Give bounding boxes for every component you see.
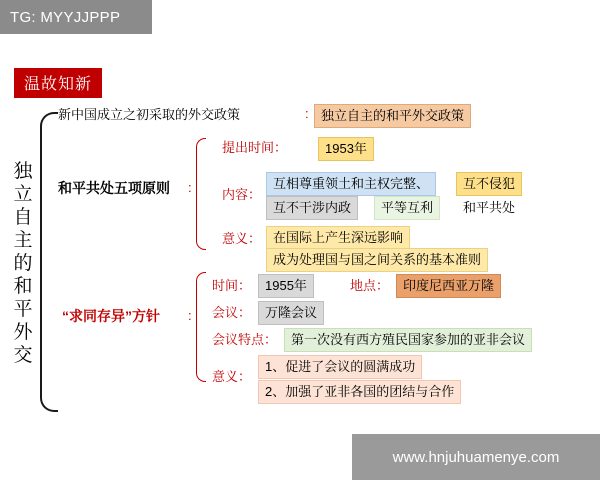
content-item: 和平共处 [456, 196, 522, 220]
page-title [8, 118, 38, 408]
policy-value: 独立自主的和平外交政策 [314, 104, 471, 128]
site-watermark: www.hnjuhuamenye.com [352, 434, 600, 480]
five-principles-colon: : [188, 180, 192, 195]
content-key: 内容： [222, 187, 262, 202]
bandung-significance-item: 1、促进了会议的圆满成功 [258, 355, 422, 379]
bandung-feature-key: 会议特点： [212, 332, 278, 347]
bandung-significance-key: 意义： [212, 369, 252, 384]
policy-colon: : [305, 106, 309, 121]
section-banner: 温故知新 [14, 68, 102, 98]
five-principles-brace [196, 138, 206, 250]
bandung-feature-value: 第一次没有西方殖民国家参加的亚非会议 [284, 328, 532, 352]
title-char: 主 [13, 229, 33, 251]
proposal-time-value: 1953年 [318, 137, 374, 161]
content-item: 互不侵犯 [456, 172, 522, 196]
main-brace [40, 112, 58, 412]
title-char: 自 [13, 206, 33, 228]
title-char: 的 [13, 252, 33, 274]
title-char: 立 [13, 183, 33, 205]
title-char: 和 [13, 275, 33, 297]
bandung-conference-value: 万隆会议 [258, 301, 324, 325]
bandung-time-value: 1955年 [258, 274, 314, 298]
bandung-conference-key: 会议： [212, 305, 252, 320]
content-item: 平等互利 [374, 196, 440, 220]
content-item: 互不干涉内政 [266, 196, 358, 220]
five-principles-label: 和平共处五项原则 [58, 180, 170, 196]
significance-item: 在国际上产生深远影响 [266, 226, 410, 250]
title-char: 独 [13, 160, 33, 182]
bandung-significance-item: 2、加强了亚非各国的团结与合作 [258, 380, 461, 404]
bandung-colon: : [188, 308, 192, 323]
title-char: 交 [13, 344, 33, 366]
telegram-watermark-badge: TG: MYYJJPPP [0, 0, 152, 34]
policy-label: 新中国成立之初采取的外交政策 [58, 107, 241, 122]
significance-item: 成为处理国与国之间关系的基本准则 [266, 248, 488, 272]
bandung-brace [196, 272, 206, 382]
bandung-place-value: 印度尼西亚万隆 [396, 274, 501, 298]
bandung-time-key: 时间： [212, 278, 252, 293]
significance-key: 意义： [222, 231, 262, 246]
title-char: 平 [13, 298, 33, 320]
bandung-place-key: 地点： [350, 278, 390, 293]
title-char: 外 [13, 321, 33, 343]
content-item: 互相尊重领土和主权完整、 [266, 172, 436, 196]
bandung-label: “求同存异”方针 [62, 308, 160, 324]
proposal-time-key: 提出时间： [222, 140, 288, 155]
